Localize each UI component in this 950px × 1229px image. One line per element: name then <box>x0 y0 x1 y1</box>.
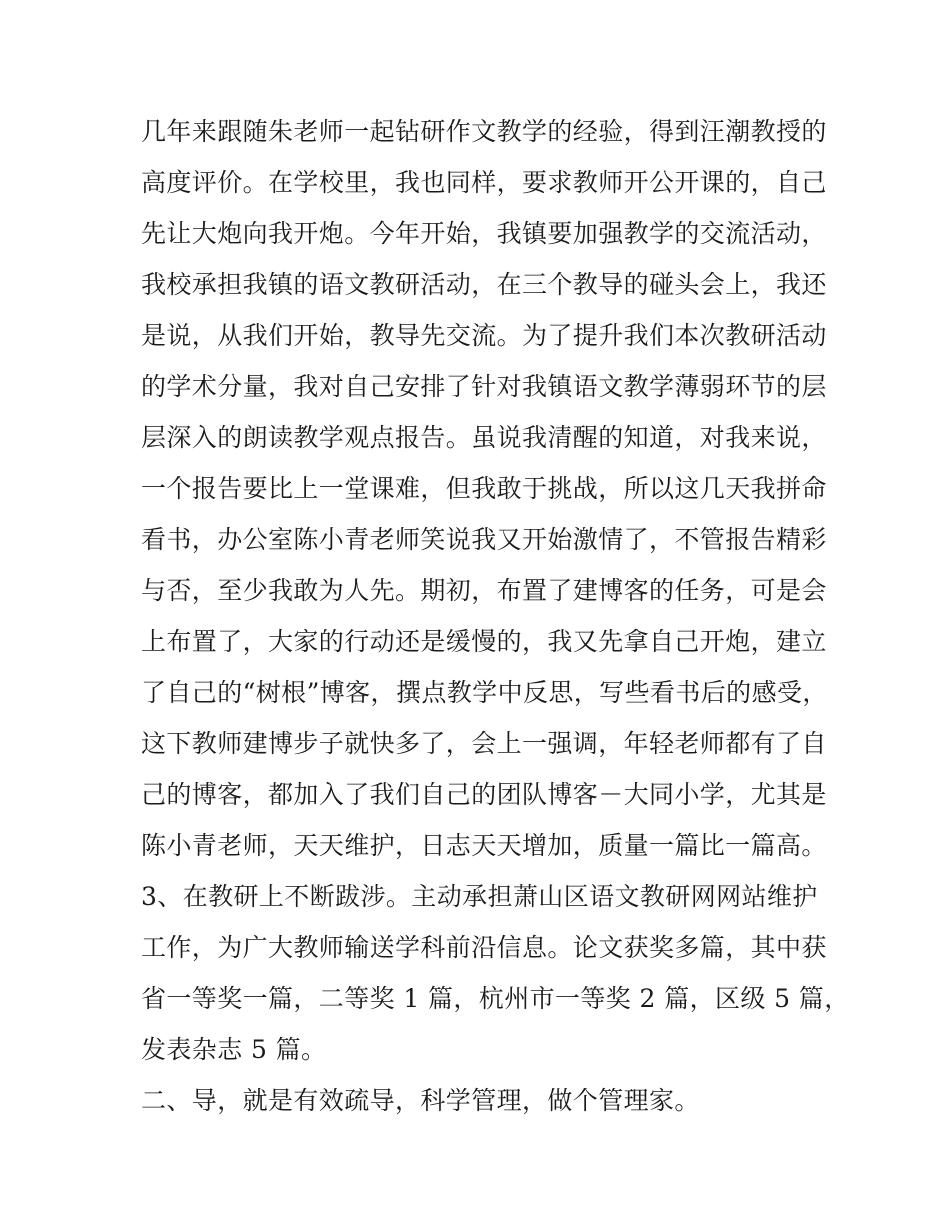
text-line: 发表杂志 5 篇。 <box>141 1035 327 1064</box>
text-line: 先让大炮向我开炮。今年开始，我镇要加强教学的交流活动， <box>141 219 827 248</box>
text-line: 己的博客，都加入了我们自己的团队博客－大同小学，尤其是 <box>141 780 827 809</box>
text-line: 了自己的“树根”博客，撰点教学中反思，写些看书后的感受， <box>141 678 828 707</box>
text-line: 我校承担我镇的语文教研活动，在三个教导的碰头会上，我还 <box>141 270 827 299</box>
text-line: 上布置了，大家的行动还是缓慢的，我又先拿自己开炮，建立 <box>141 627 827 656</box>
text-line: 工作，为广大教师输送学科前沿信息。论文获奖多篇，其中获 <box>141 933 827 962</box>
text-line: 与否，至少我敢为人先。期初，布置了建博客的任务，可是会 <box>141 576 827 605</box>
document-body <box>141 106 850 1126</box>
text-line: 省一等奖一篇，二等奖 1 篇，杭州市一等奖 2 篇，区级 5 篇， <box>141 984 850 1013</box>
text-line: 3、在教研上不断跋涉。主动承担萧山区语文教研网网站维护 <box>141 882 818 911</box>
text-line: 一个报告要比上一堂课难，但我敢于挑战，所以这几天我拼命 <box>141 474 827 503</box>
text-line: 是说，从我们开始，教导先交流。为了提升我们本次教研活动 <box>141 321 827 350</box>
text-line: 陈小青老师，天天维护，日志天天增加，质量一篇比一篇高。 <box>141 831 827 860</box>
text-line: 层深入的朗读教学观点报告。虽说我清醒的知道，对我来说， <box>141 423 827 452</box>
text-line: 看书，办公室陈小青老师笑说我又开始激情了，不管报告精彩 <box>141 525 827 554</box>
text-line: 几年来跟随朱老师一起钻研作文教学的经验，得到汪潮教授的 <box>141 117 827 146</box>
text-line: 这下教师建博步子就快多了，会上一强调，年轻老师都有了自 <box>141 729 827 758</box>
text-line: 二、导，就是有效疏导，科学管理，做个管理家。 <box>141 1086 700 1115</box>
text-line: 的学术分量，我对自己安排了针对我镇语文教学薄弱环节的层 <box>141 372 827 401</box>
text-line: 高度评价。在学校里，我也同样，要求教师开公开课的，自己 <box>141 168 827 197</box>
